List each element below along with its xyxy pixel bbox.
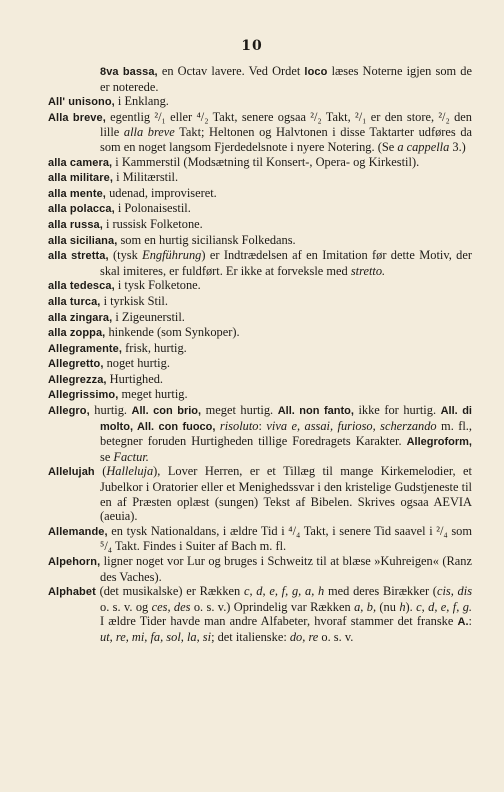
dictionary-entry (48, 94, 472, 110)
entry-italic-text: do, re (289, 629, 319, 644)
entry-text: egentlig ²/₁ eller ⁴/₂ Takt, senere ogsaa ²/₂ Takt, ²/₁ er den store, ²/₂ den lille (100, 109, 472, 140)
entry-text: en Octav lavere. Ved Ordet (157, 64, 305, 78)
entry-headword: alla zingara, (48, 311, 113, 324)
entry-headword: alla turca, (48, 295, 101, 308)
entry-text: o. s. v. (318, 629, 354, 644)
entry-italic-text: viva e, assai, furioso, scherzando (266, 418, 437, 433)
entry-text: : (468, 614, 472, 629)
dictionary-entry (48, 372, 472, 388)
entry-text: i Polonaisestil. (114, 201, 191, 216)
entry-headword: loco (304, 66, 328, 78)
entry-italic-text: alla breve (123, 125, 175, 140)
entry-headword: alla camera, (48, 156, 113, 169)
entry-text: i Kammerstil (Modsætning til Konsert-, Opera- og Kirkestil). (112, 154, 420, 169)
entry-italic-text: a cappella (397, 139, 450, 154)
dictionary-entry (48, 233, 472, 249)
entry-text: udenad, improviseret. (105, 185, 217, 200)
entry-headword: alla stretta, (48, 250, 109, 263)
entry-bold-term: Allegroform, (406, 436, 472, 449)
entry-text: ( (94, 464, 107, 479)
entry-italic-text: risoluto (219, 418, 259, 433)
entry-text: I ældre Tider havde man andre Alfabeter, hvoraf stammer det franske (100, 614, 458, 629)
entry-headword: unisono, (68, 96, 115, 109)
dictionary-entry (48, 524, 472, 554)
entry-text: ) er Indtrædelsen af en Imitation før dette Motiv, der skal imiteres, er fuldført. Er ikke at forveksle med (100, 248, 472, 278)
dictionary-entry (48, 387, 472, 403)
dictionary-entry (48, 464, 472, 523)
dictionary-entry (48, 310, 472, 326)
entry-italic-text: ut, re, mi, fa, sol, la, si (100, 629, 212, 644)
entry-italic-text: ces, des (151, 599, 191, 614)
entry-text: i russisk Folketone. (102, 216, 203, 231)
entry-text: i Enklang. (114, 94, 169, 109)
entry-text: Hurtighed. (106, 371, 164, 386)
dictionary-entry (48, 278, 472, 294)
entry-text: (det musikalske) er Rækken (95, 584, 244, 599)
entry-headword: Allemande, (48, 525, 108, 538)
entry-italic-text: c, d, e, f, g. (416, 599, 472, 614)
entry-text: i Zigeunerstil. (112, 309, 185, 324)
entry-text: en tysk Nationaldans, i ældre Tid i ⁴/₄ Takt, i senere Tid saavel i ²/₄ som ⁵/₄ Takt. Findes i Suiter af Bach m. fl. (100, 523, 472, 554)
entry-text: i tyrkisk Stil. (100, 293, 168, 308)
entry-text: i tysk Folketone. (114, 278, 201, 293)
entry-italic-text: Halleluja (106, 464, 154, 479)
entry-text: (tysk (108, 248, 143, 263)
entry-headword: Allegretto, (48, 358, 104, 371)
dictionary-entry (48, 325, 472, 341)
dictionary-entry (48, 554, 472, 584)
entry-text: meget hurtig. (118, 387, 188, 402)
dictionary-entry (48, 403, 472, 464)
dictionary-entry (48, 186, 472, 202)
entry-text: ; det italienske: (211, 629, 290, 644)
entry-text: frisk, hurtig. (122, 340, 187, 355)
entry-headword: alla siciliana, (48, 234, 118, 247)
dictionary-entry (48, 248, 472, 278)
dictionary-entry (48, 110, 472, 155)
dictionary-entry (48, 201, 472, 217)
entry-headword: Allegrezza, (48, 373, 107, 386)
dictionary-entry (48, 341, 472, 357)
entry-text: som en hurtig siciliansk Folkedans. (117, 232, 296, 247)
dictionary-entry (48, 356, 472, 372)
entry-bold-term: All. non fanto, (277, 405, 354, 418)
entry-headword: alla tedesca, (48, 280, 115, 293)
entry-headword: Allelujah (48, 466, 95, 479)
entry-text: ikke for hurtig. (353, 403, 441, 418)
entry-text: meget hurtig. (201, 403, 278, 418)
dictionary-entry (48, 294, 472, 310)
entry-text: o. s. v. og (100, 599, 152, 614)
entry-text: hinkende (som Synkoper). (105, 325, 240, 340)
dictionary-entry (48, 170, 472, 186)
entry-text: ), Lover Herren, er et Tillæg til mange Kirkemelodier, et Jubelkor i Oratorier eller et Menighedssvar i den kristelige Gudstjeneste til en af Præsten oplæst (sungen) Tekst af Bibelen. Skrives ogsaa AEVIA (aeuia). (100, 464, 472, 524)
entry-text: o. s. v.) Oprindelig var Rækken (190, 599, 355, 614)
entry-italic-text: Factur. (113, 449, 149, 464)
entry-text: læses Noterne igjen som de er noterede. (100, 64, 473, 94)
entry-headword: alla militare, (48, 172, 113, 185)
entry-text: hurtig. (89, 403, 132, 418)
entry-bold-term: All. con brio, (131, 405, 202, 418)
entry-text: m. fl., betegner foruden Hurtigheden tillige Foredragets Karakter. (100, 418, 472, 449)
entry-text: (nu (376, 599, 400, 614)
entry-headword: alla zoppa, (48, 327, 106, 340)
entry-headword: alla mente, (48, 187, 106, 200)
entry-text: : (258, 418, 267, 433)
dictionary-entries (48, 64, 472, 645)
entry-text: noget hurtig. (103, 356, 170, 371)
entry-italic-text: stretto. (350, 263, 386, 278)
entry-italic-text: h (399, 599, 406, 614)
entry-text: i Militærstil. (113, 170, 179, 185)
entry-italic-text: c, d, e, f, g, a, h (243, 584, 325, 599)
entry-text: ). (405, 599, 417, 614)
entry-text: ligner noget vor Lur og bruges i Schweitz til at blæse »Kuhreigen« (Ranz des Vaches). (100, 554, 472, 584)
entry-italic-text: a, b, (354, 599, 377, 614)
entry-bold-term: All. di molto, All. con fuoco, (100, 405, 472, 433)
page-number: 10 (241, 38, 263, 54)
entry-text: Takt; Heltonen og Halvtonen i disse Taktarter udføres da som en noget langsom Fjerdedelsnote i nyere Notering. (Se (100, 125, 473, 154)
entry-bold-term: A. (457, 616, 469, 629)
entry-italic-text: Engführung (142, 248, 202, 263)
entry-headword: alla polacca, (48, 203, 115, 216)
dictionary-entry (48, 155, 472, 171)
entry-headword: alla russa, (48, 218, 103, 231)
entry-headword: Allegrissimo, (48, 389, 119, 402)
entry-headword: Alla (48, 111, 69, 124)
entry-text: se (100, 449, 114, 464)
dictionary-entry (48, 217, 472, 233)
entry-italic-text: cis, dis (436, 584, 473, 599)
entry-text: 3.) (449, 139, 466, 154)
entry-headword: 8va bassa, (100, 66, 158, 78)
entry-headword: Allegramente, (48, 342, 123, 355)
entry-headword: Alpehorn, (48, 556, 101, 568)
entry-headword: Allegro, (48, 405, 90, 418)
entry-text: med deres Birækker ( (324, 584, 437, 599)
entry-headword: All' (48, 96, 66, 109)
dictionary-entry (48, 64, 472, 94)
entry-headword: Alphabet (48, 586, 96, 599)
entry-headword: breve, (72, 111, 106, 124)
dictionary-entry (48, 584, 472, 644)
